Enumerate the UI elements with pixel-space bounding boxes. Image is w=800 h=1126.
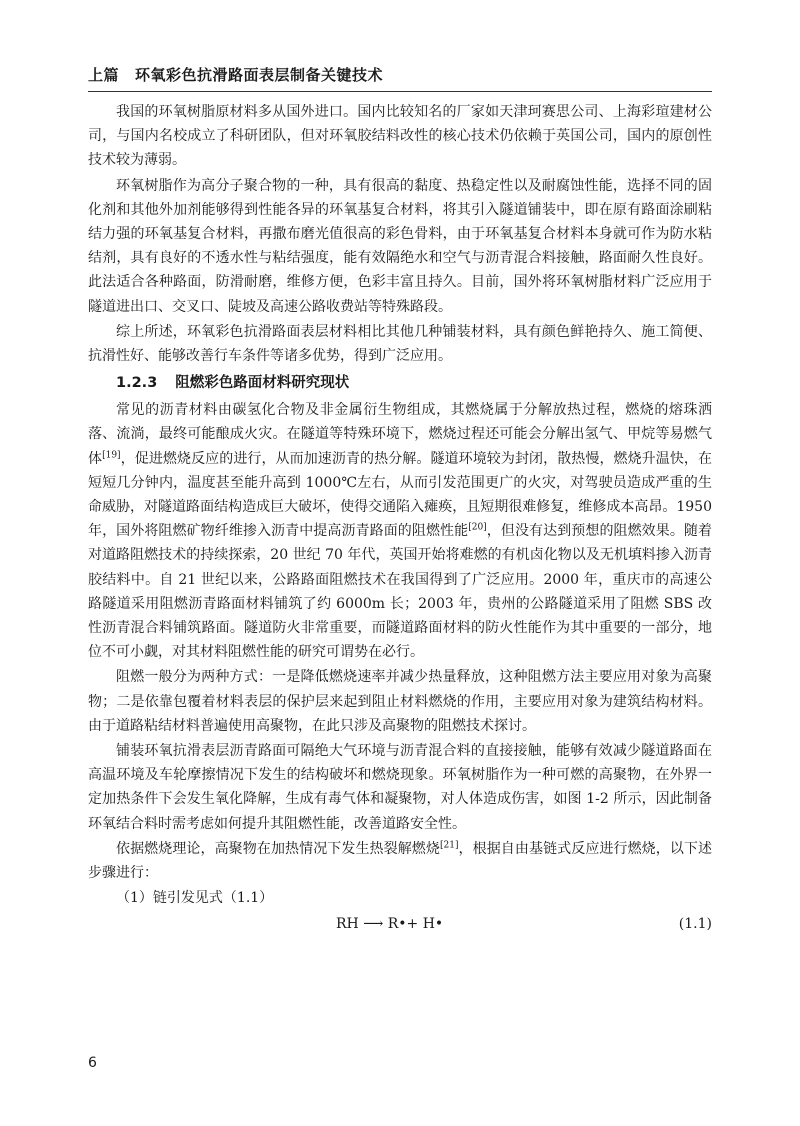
paragraph: 环氧树脂作为高分子聚合物的一种，具有很高的黏度、热稳定性以及耐腐蚀性能，选择不同的固化剂和其他外加剂能够得到性能各异的环氧基复合材料，将其引入隧道铺装中，即在原有路面涂刷粘结力强的环氧基复合材料，再撒布磨光值很高的彩色骨料，由于环氧基复合材料本身就可作为防水粘结剂，具有良好的不透水性与粘结强度，能有效隔绝水和空气与沥青混合料接触，路面耐久性良好。此法适合各种路面，防滑耐磨，维修方便，色彩丰富且持久。目前，国外将环氧树脂材料广泛应用于隧道进出口、交叉口、陡坡及高速公路收费站等特殊路段。 xyxy=(88,177,712,315)
paragraph: 铺装环氧抗滑表层沥青路面可隔绝大气环境与沥青混合料的直接接触，能够有效减少隧道路面在高温环境及车轮摩擦情况下发生的结构破坏和燃烧现象。环氧树脂作为一种可燃的高聚物，在外界一定加热条件下会发生氧化降解，生成有毒气体和凝聚物，对人体造成伤害，如图 1-2 所示，因此制备环氧结合料时需考虑如何提升其阻燃性能，改善道路安全性。 xyxy=(88,743,712,832)
citation: [19] xyxy=(102,449,121,460)
paragraph: 阻燃一般分为两种方式：一是降低燃烧速率并减少热量释放，这种阻燃方法主要应用对象为高聚物；二是依靠包覆着材料表层的保护层来起到阻止材料燃烧的作用，主要应用对象为建筑结构材料。由于道路粘结材料普遍使用高聚物，在此只涉及高聚物的阻燃技术探讨。 xyxy=(88,669,712,734)
running-header xyxy=(88,64,712,92)
section-heading xyxy=(116,371,712,395)
header-part-label: 上篇 xyxy=(88,66,120,84)
paragraph-text: 常见的沥青材料由碳氢化合物及非金属衍生物组成，其燃烧属于分解放热过程，燃烧的熔珠洒落、流淌，最终可能酿成火灾。在隧道等特殊环境下，燃烧过程还可能会分解出氢气、甲烷等易燃气体 xyxy=(88,402,712,467)
paragraph: 我国的环氧树脂原材料多从国外进口。国内比较知名的厂家如天津珂赛思公司、上海彩瑄建材公司，与国内名校成立了科研团队，但对环氧胶结料改性的核心技术仍依赖于英国公司，国内的原创性技术较为薄弱。 xyxy=(88,104,712,169)
paragraph xyxy=(88,398,712,664)
paragraph-text: ，根据自由基链式反应进行燃烧，以下述步骤进行： xyxy=(88,840,713,882)
body-text xyxy=(88,100,712,938)
paragraph-text: ，促进燃烧反应的进行，从而加速沥青的热分解。隧道环境较为封闭，散热慢，燃烧升温快，在短短几分钟内，温度甚至能升高到 1000℃左右，从而引发范围更广的火灾，对驾驶员造成严重的生命威胁，对隧道路面结构造成巨大破坏，使得交通陷入瘫痪，且短期很难修复，维修成本高昂。1950 年，国外将阻燃矿物纤维掺入沥青中提高沥青路面的阻燃性能 xyxy=(88,450,713,540)
paragraph xyxy=(88,837,712,885)
section-number: 1.2.3 xyxy=(116,375,158,392)
citation: [20] xyxy=(468,522,487,533)
header-title: 环氧彩色抗滑路面表层制备关键技术 xyxy=(135,66,384,84)
equation xyxy=(88,912,712,938)
paragraph: 综上所述，环氧彩色抗滑路面表层材料相比其他几种铺装材料，具有颜色鲜艳持久、施工简便、抗滑性好、能够改善行车条件等诸多优势，得到广泛应用。 xyxy=(88,323,712,365)
citation: [21] xyxy=(439,840,459,851)
page-number: 6 xyxy=(88,1055,97,1071)
equation-body: RH ⟶ R•+ H• xyxy=(336,915,444,932)
step-label: （1）链引发见式（1.1） xyxy=(116,890,274,907)
equation-number: (1.1) xyxy=(678,915,712,932)
paragraph-text: 依据燃烧理论，高聚物在加热情况下发生热裂解燃烧 xyxy=(116,840,440,857)
section-title: 阻燃彩色路面材料研究现状 xyxy=(175,375,350,392)
paragraph-text: ，但没有达到预想的阻燃效果。随着对道路阻燃技术的持续探索，20 世纪 70 年代，英国开始将难燃的有机卤化物以及无机填料掺入沥青胶结料中。自 21 世纪以来，公路路面阻燃技术在我国得到了广泛应用。2000 年，重庆市的高速公路隧道采用阻燃沥青路面材料铺筑了约 6000m 长；2003 年，贵州的公路隧道采用了阻燃 SBS 改性沥青混合料铺筑路面。隧道防火非常重要，而隧道路面材料的防火性能作为其中重要的一部分，地位不可小觑，对其材料阻燃性能的研究可谓势在必行。 xyxy=(88,523,713,661)
